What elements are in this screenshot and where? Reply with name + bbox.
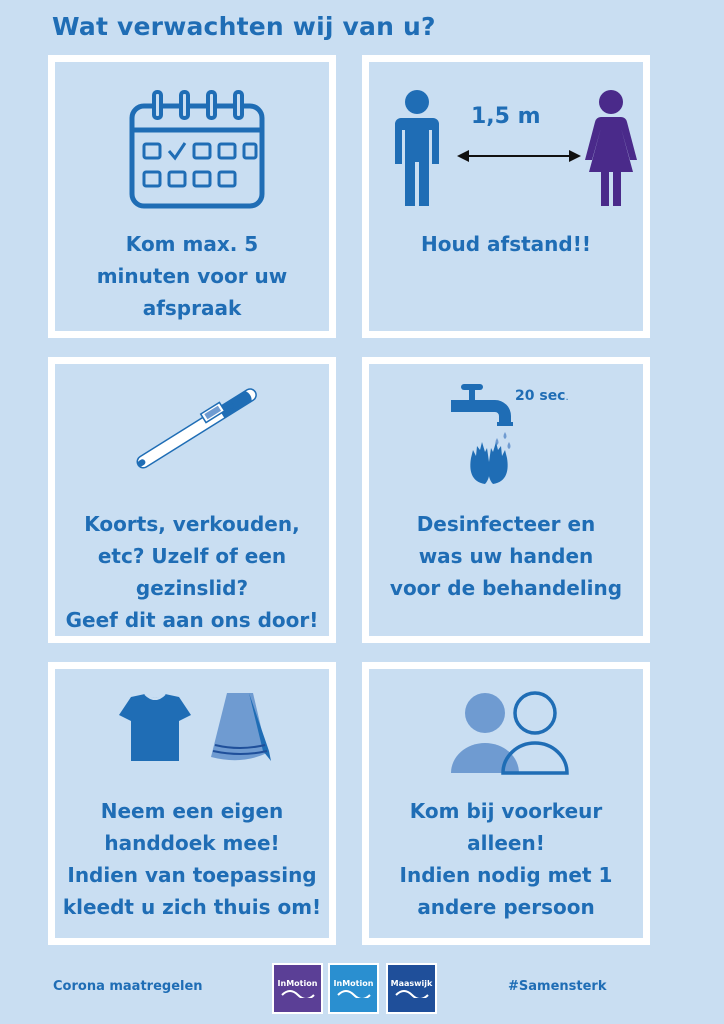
card-line: andere persoon — [417, 895, 595, 919]
thermometer-icon — [125, 382, 270, 472]
card-line: Kom max. 5 — [125, 232, 259, 256]
logo-text: InMotion — [333, 979, 374, 988]
card-line: Geef dit aan ons door! — [65, 608, 319, 632]
card-text — [369, 228, 643, 260]
shirt-towel-icon — [109, 691, 289, 771]
card-text — [55, 795, 329, 923]
footer-hashtag: #Samensterk — [508, 979, 607, 994]
time-suffix: . — [565, 392, 569, 403]
card-line: kleedt u zich thuis om! — [62, 895, 322, 919]
card-own-towel — [48, 662, 336, 945]
two-persons-icon — [445, 687, 575, 779]
card-text — [369, 795, 643, 923]
wave-icon — [281, 988, 315, 998]
card-line: Koorts, verkouden, — [84, 512, 300, 536]
page-title: Wat verwachten wij van u? — [52, 12, 436, 41]
card-line: Kom bij voorkeur — [409, 799, 603, 823]
card-line: was uw handen — [418, 544, 594, 568]
card-line: Desinfecteer en — [416, 512, 596, 536]
time-label — [515, 388, 569, 404]
logo-inmotion-blue — [328, 963, 379, 1014]
card-line: Indien nodig met 1 — [399, 863, 613, 887]
card-line: afspraak — [142, 296, 242, 320]
card-line: etc? Uzelf of een — [97, 544, 287, 568]
card-text — [369, 508, 643, 604]
card-line: minuten voor uw — [96, 264, 288, 288]
card-line: Neem een eigen — [100, 799, 284, 823]
card-arrival-time — [48, 55, 336, 338]
footer-caption: Corona maatregelen — [53, 979, 203, 994]
card-line: voor de behandeling — [389, 576, 623, 600]
wave-icon — [395, 988, 429, 998]
card-wash-hands — [362, 357, 650, 643]
logo-maaswijk — [386, 963, 437, 1014]
logo-inmotion-purple — [272, 963, 323, 1014]
calendar-check-icon — [127, 88, 267, 213]
card-line: Indien van toepassing — [67, 863, 317, 887]
logo-text: InMotion — [277, 979, 318, 988]
card-come-alone — [362, 662, 650, 945]
card-text — [55, 228, 329, 324]
card-text — [55, 508, 329, 636]
distance-label: 1,5 m — [471, 104, 541, 129]
card-line: alleen! — [467, 831, 545, 855]
card-line: handdoek mee! — [104, 831, 280, 855]
card-keep-distance — [362, 55, 650, 338]
wave-icon — [337, 988, 371, 998]
time-value: 20 sec — [515, 388, 566, 404]
logo-text: Maaswijk — [390, 979, 433, 988]
card-symptoms — [48, 357, 336, 643]
card-line: Houd afstand!! — [421, 232, 591, 256]
card-line: gezinslid? — [135, 576, 249, 600]
